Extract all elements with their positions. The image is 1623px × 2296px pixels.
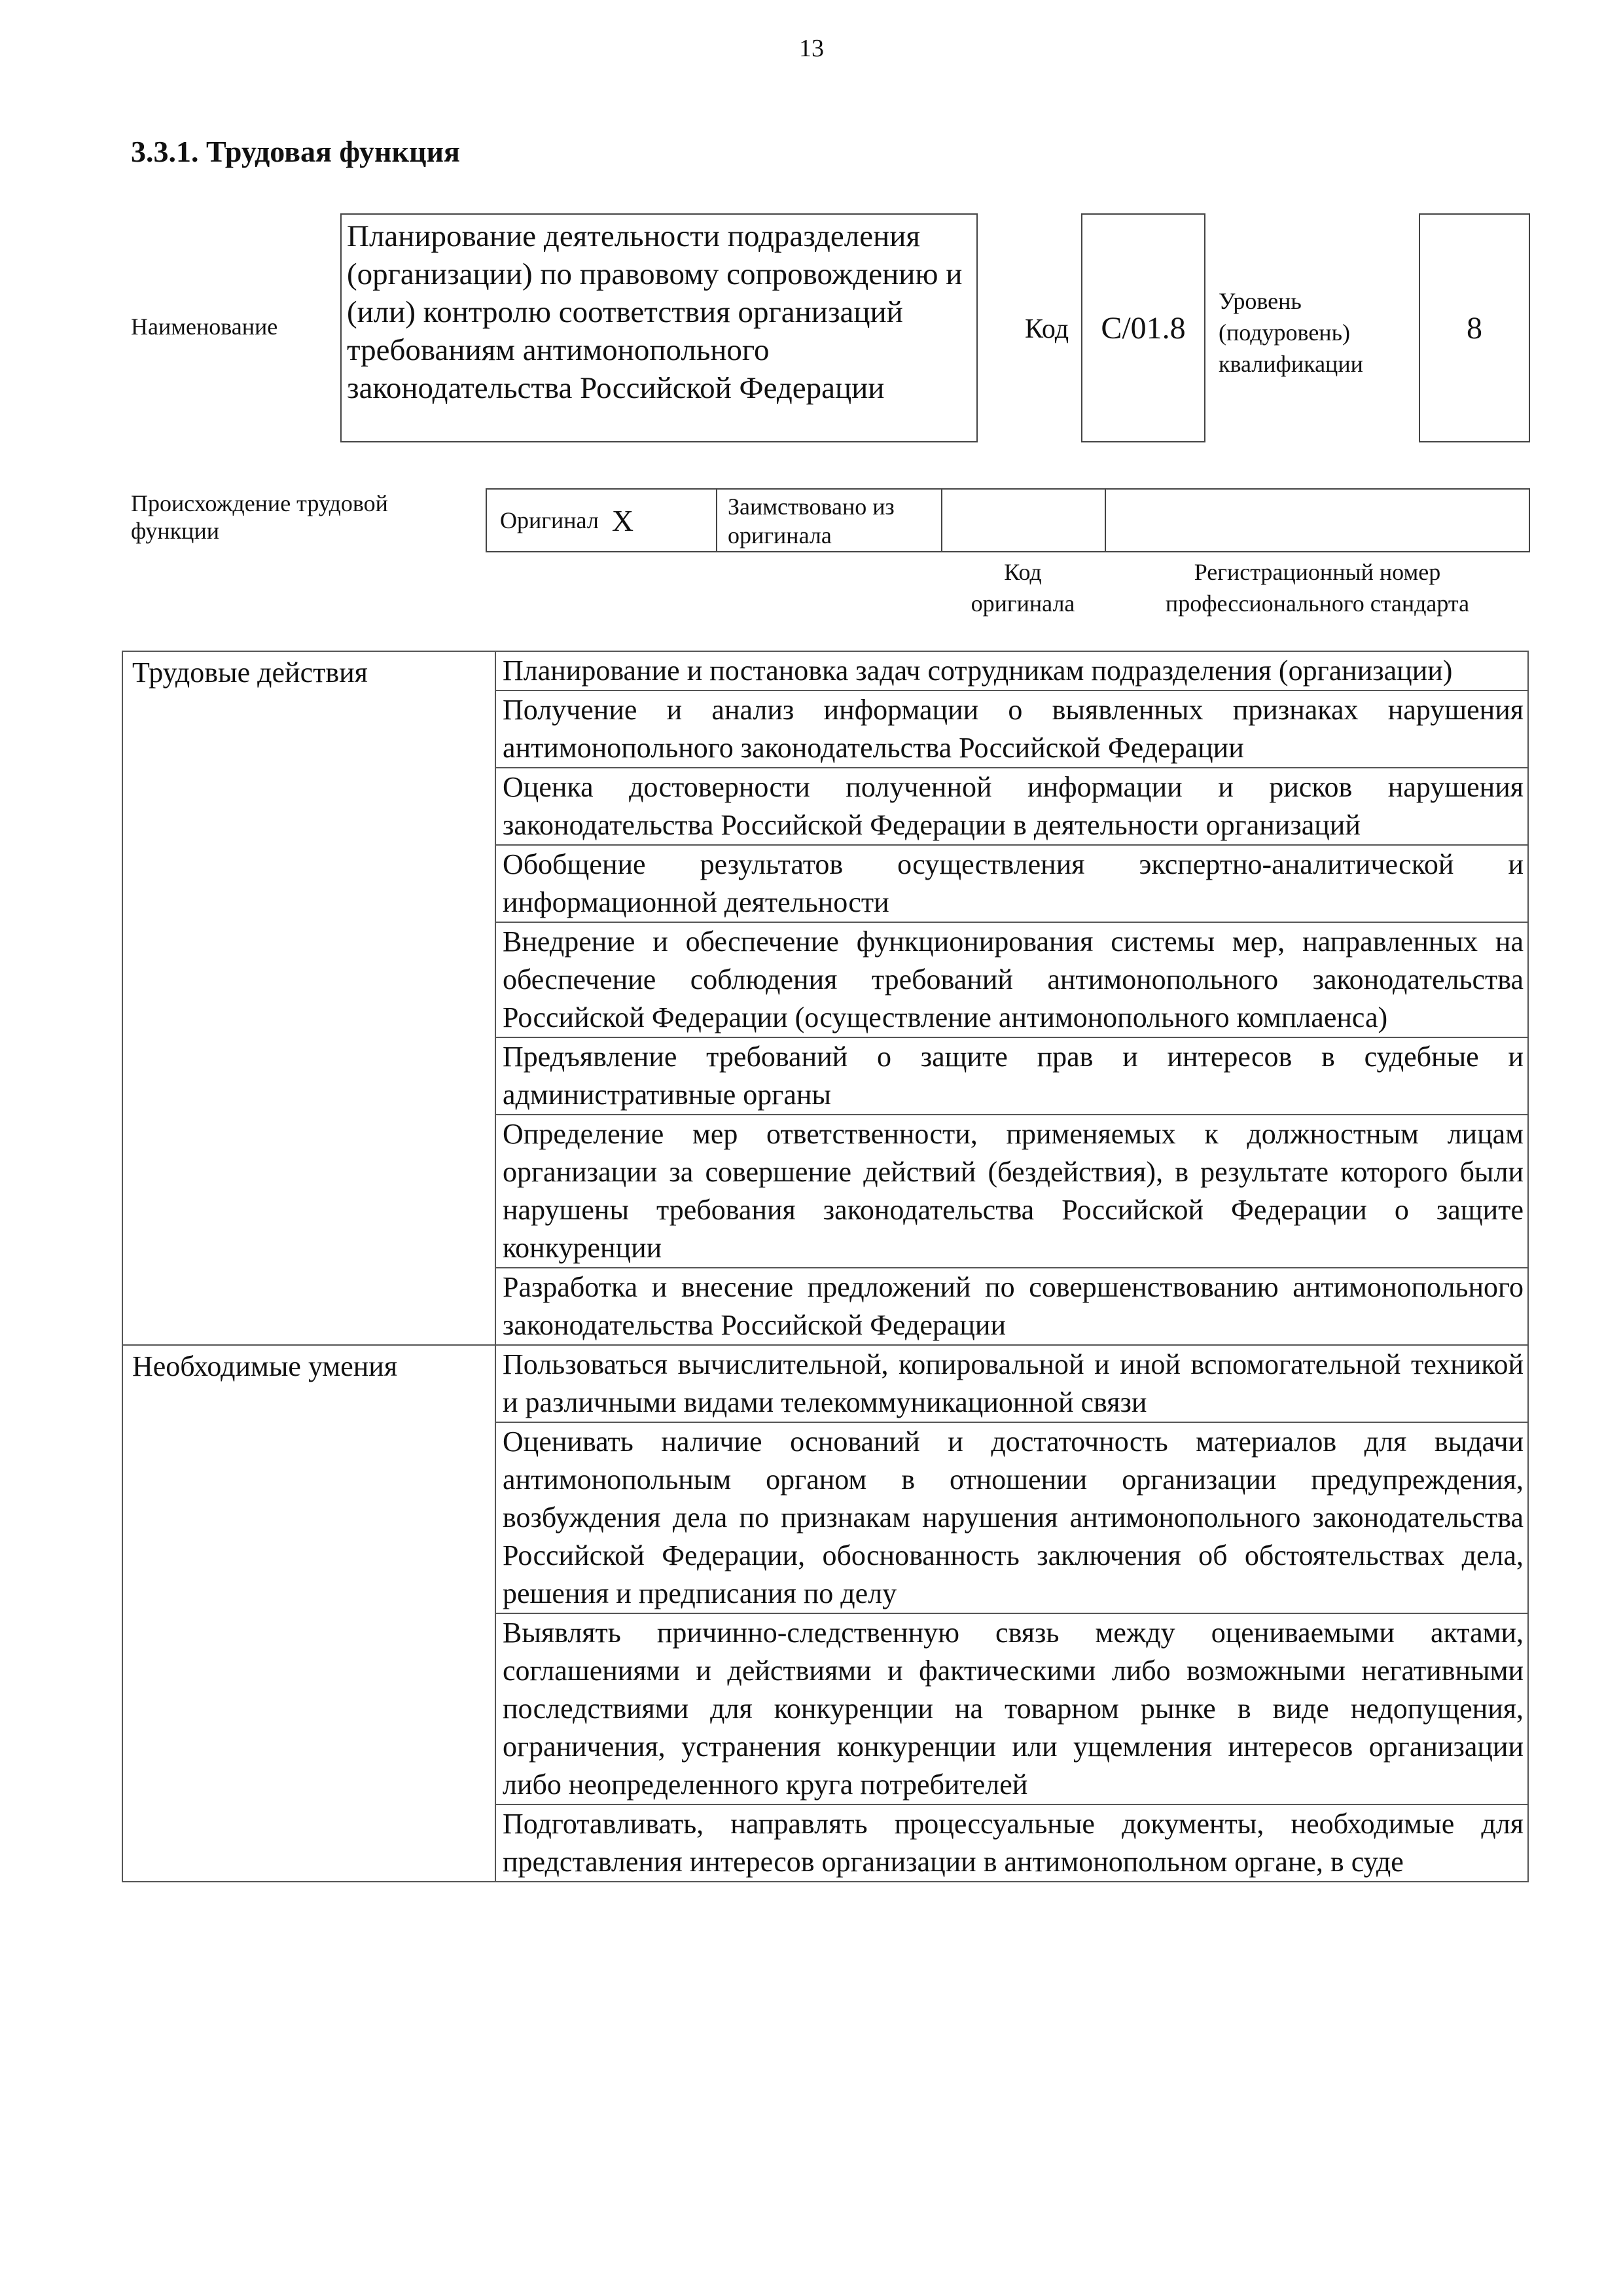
origin-row [486, 488, 1530, 552]
section-title-labor-actions: Трудовые действия [122, 651, 495, 1345]
original-cell [487, 490, 717, 551]
labor-action-item: Определение мер ответственности, применяемых к должностным лицам организации за совершение действий (бездействия), в результате которого были нарушены требования законодательства Российской Федерации о защите конкуренции [495, 1115, 1528, 1268]
labor-action-item: Предъявление требований о защите прав и интересов в судебные и административные органы [495, 1037, 1528, 1115]
labor-action-item: Обобщение результатов осуществления экспертно-аналитической и информационной деятельности [495, 845, 1528, 922]
origin-label [131, 490, 388, 545]
skill-item: Подготавливать, направлять процессуальные документы, необходимые для представления интересов организации в антимонопольном органе, в суде [495, 1804, 1528, 1882]
table-row [122, 1345, 1528, 1422]
level-label-line: (подуровень) [1219, 319, 1350, 346]
borrowed-label-line: Заимствовано из [728, 493, 895, 520]
name-label: Наименование [131, 314, 278, 340]
section-title-required-skills: Необходимые умения [122, 1345, 495, 1882]
level-label-line: Уровень [1219, 288, 1302, 314]
skill-item: Оценивать наличие оснований и достаточность материалов для выдачи антимонопольным органом в отношении организации предупреждения, возбуждения дела по признакам нарушения антимонопольного законодательства Российской Федерации, обоснованность заключения об обстоятельствах дела, решения и предписания по делу [495, 1422, 1528, 1613]
caption-line: оригинала [971, 590, 1075, 617]
labor-action-item: Разработка и внесение предложений по совершенствованию антимонопольного законодательства Российской Федерации [495, 1268, 1528, 1345]
borrowed-label-line: оригинала [728, 522, 832, 548]
function-code-box: C/01.8 [1081, 213, 1205, 442]
labor-action-item: Получение и анализ информации о выявленных признаках нарушения антимонопольного законодательства Российской Федерации [495, 691, 1528, 768]
labor-action-item: Внедрение и обеспечение функционирования системы мер, направленных на обеспечение соблюдения требований антимонопольного законодательства Российской Федерации (осуществление антимонопольного комплаенса) [495, 922, 1528, 1037]
page-number: 13 [799, 35, 824, 62]
registration-number-caption [1105, 556, 1530, 619]
table-row [122, 651, 1528, 691]
function-name-box: Планирование деятельности подразделения (организации) по правовому сопровождению и (или) контролю соответствия организаций требованиям антимонопольного законодательства Российской Федерации [340, 213, 978, 442]
labor-action-item: Оценка достоверности полученной информации и рисков нарушения законодательства Российской Федерации в деятельности организаций [495, 768, 1528, 845]
skill-item: Выявлять причинно-следственную связь между оцениваемыми актами, соглашениями и действиями и фактическими либо возможными негативными последствиями для конкуренции на товарном рынке в виде недопущения, ограничения, устранения конкуренции или ущемления интересов организации либо неопределенного круга потребителей [495, 1613, 1528, 1804]
caption-line: Регистрационный номер [1194, 559, 1441, 585]
skill-item: Пользоваться вычислительной, копировальной и иной вспомогательной техникой и различными видами телекоммуникационной связи [495, 1345, 1528, 1422]
caption-line: профессионального стандарта [1165, 590, 1470, 617]
registration-number-cell [1106, 490, 1529, 551]
section-heading: 3.3.1. Трудовая функция [131, 135, 460, 168]
labor-function-table [122, 651, 1529, 1882]
caption-line: Код [1004, 559, 1042, 585]
qualification-level-box: 8 [1419, 213, 1530, 442]
original-label: Оригинал [500, 507, 599, 533]
labor-action-item: Планирование и постановка задач сотрудникам подразделения (организации) [495, 651, 1528, 691]
original-code-caption [941, 556, 1105, 619]
original-code-cell [942, 490, 1106, 551]
level-label [1219, 285, 1363, 380]
level-label-line: квалификации [1219, 351, 1363, 377]
borrowed-cell [717, 490, 942, 551]
original-mark: X [611, 503, 634, 537]
origin-label-line: Происхождение трудовой [131, 490, 388, 516]
origin-label-line: функции [131, 518, 219, 544]
code-label: Код [1025, 314, 1069, 344]
